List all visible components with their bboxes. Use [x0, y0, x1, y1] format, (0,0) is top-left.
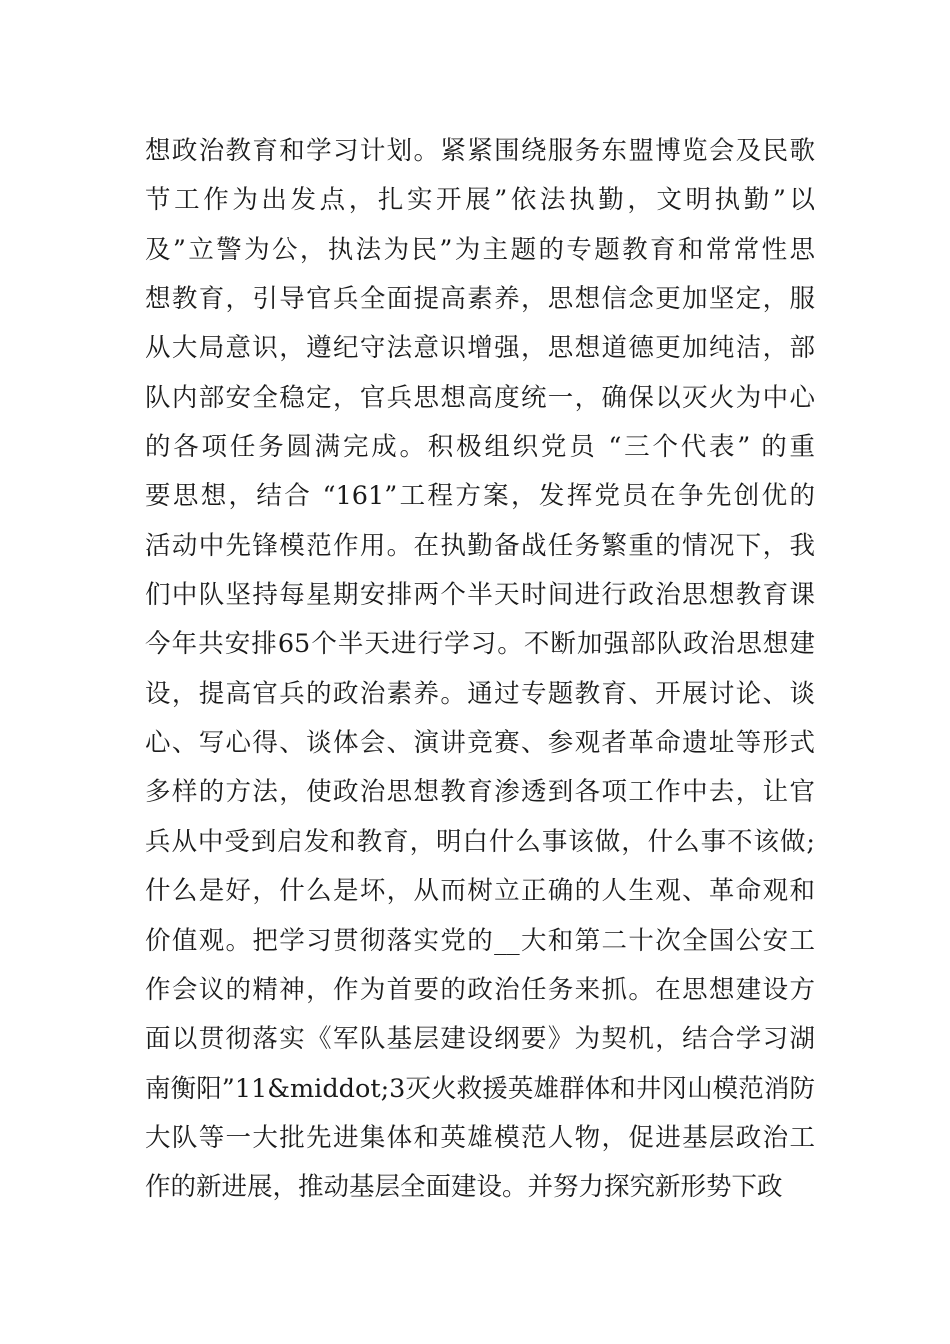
text-line-9: 活动中先锋模范作用。在执勤备战任务繁重的情况下，我 — [145, 530, 815, 561]
text-line-2: 节工作为出发点，扎实开展”依法执勤，文明执勤”以 — [145, 185, 815, 216]
text-line-11: 今年共安排65个半天进行学习。不断加强部队政治思想建 — [145, 629, 815, 660]
text-line-6: 队内部安全稳定，官兵思想高度统一，确保以灭火为中心 — [145, 382, 815, 413]
text-line-8: 要思想，结合 “161”工程方案，发挥党员在争先创优的 — [145, 481, 815, 512]
text-line-18: 作会议的精神，作为首要的政治任务来抓。在思想建设方 — [145, 974, 815, 1005]
text-line-4: 想教育，引导官兵全面提高素养，思想信念更加坚定，服 — [145, 284, 815, 315]
text-line-3: 及”立警为公，执法为民”为主题的专题教育和常常性思 — [145, 234, 815, 265]
text-line-14: 多样的方法，使政治思想教育渗透到各项工作中去，让官 — [145, 777, 815, 808]
text-line-19: 面以贯彻落实《军队基层建设纲要》为契机，结合学习湖 — [145, 1024, 815, 1055]
text-line-21: 大队等一大批先进集体和英雄模范人物，促进基层政治工 — [145, 1122, 815, 1153]
text-line-20: 南衡阳”11&middot;3灭火救援英雄群体和井冈山模范消防 — [145, 1073, 815, 1104]
text-line-22: 作的新进展，推动基层全面建设。并努力探究新形势下政 — [145, 1172, 783, 1203]
text-line-5: 从大局意识，遵纪守法意识增强，思想道德更加纯洁，部 — [145, 333, 815, 364]
text-line-12: 设，提高官兵的政治素养。通过专题教育、开展讨论、谈 — [145, 678, 815, 709]
text-line-13: 心、写心得、谈体会、演讲竞赛、参观者革命遗址等形式 — [145, 728, 815, 759]
body-text — [145, 127, 815, 1213]
text-line-17: 价值观。把学习贯彻落实党的__大和第二十次全国公安工 — [145, 925, 815, 956]
text-line-10: 们中队坚持每星期安排两个半天时间进行政治思想教育课 — [145, 580, 815, 611]
text-line-1: 想政治教育和学习计划。紧紧围绕服务东盟博览会及民歌 — [145, 136, 815, 166]
text-line-15: 兵从中受到启发和教育，明白什么事该做，什么事不该做; — [145, 826, 815, 857]
text-line-16: 什么是好，什么是坏，从而树立正确的人生观、革命观和 — [145, 876, 815, 907]
text-line-7: 的各项任务圆满完成。积极组织党员 “三个代表” 的重 — [145, 432, 815, 463]
